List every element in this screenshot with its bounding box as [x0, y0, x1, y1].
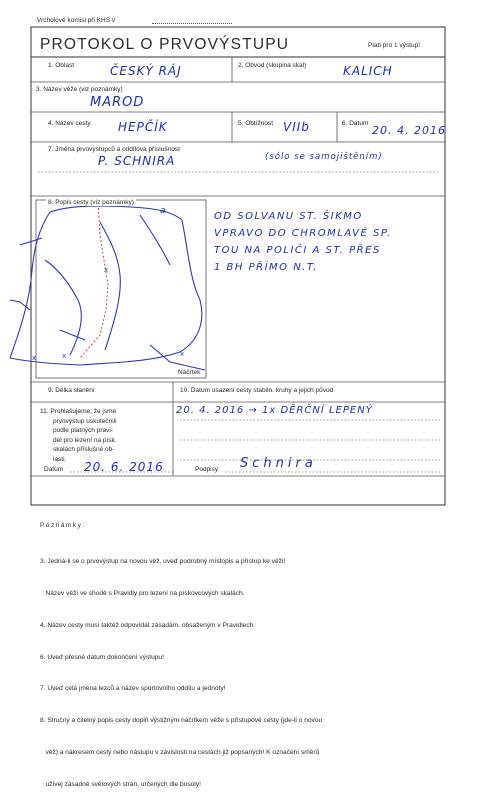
declaration-line-3: podle platných pravi- — [53, 427, 113, 434]
route-line-1: OD SOLVANU ST. ŠIKMO — [214, 211, 363, 222]
label-osazeni: 10. Datum osazení cesty stabiln. kruhy a jejich původ — [180, 387, 334, 394]
note-item: 3. Jedná-li se o prvovýstup na novou věž, uveď podrobný místopis a přístup ke věži! — [40, 558, 286, 566]
notes-heading: Poznámky: — [40, 522, 86, 529]
note-item: Název věží ve shodě s Pravidly pro lezení na pískovcových skalách. — [40, 589, 245, 597]
label-obvod: 2. Obvod (skupina skal) — [238, 62, 307, 69]
value-datum: 20. 4. 2016 — [372, 124, 446, 137]
declaration-line-1: 11. Prohlašujeme, že jsme — [40, 408, 117, 415]
route-description — [214, 208, 392, 276]
label-oblast: 1. Oblast — [48, 62, 75, 69]
label-nazev-cesty: 4. Název cesty — [48, 120, 91, 127]
note-item: věž) a nákresem cesty nebo nástupu v závislosti na cestách již popsaných! K označení směrů — [40, 748, 320, 756]
value-podpisy: Schnira — [240, 456, 317, 471]
value-jmena: P. SCHNIRA — [98, 154, 176, 168]
value-jmena-note: (sólo se samojištěním) — [265, 152, 383, 162]
label-obtiznost: 5. Obtížnost — [238, 120, 274, 127]
note-item: 6. Uveď přesné datum dokončení výstupu! — [40, 653, 164, 661]
value-nazev-veze: MAROD — [90, 95, 145, 110]
value-nazev-cesty: HEPČÍK — [118, 120, 168, 134]
svg-text:x: x — [180, 350, 185, 358]
route-line-2: VPRAVO DO CHROMLAVÉ SP. — [214, 228, 392, 239]
svg-text:x: x — [62, 352, 67, 360]
declaration-line-6: lasti. — [53, 455, 67, 463]
value-osazeni: 20. 4. 2016 → 1x DĚRČNÍ LEPENÝ — [176, 405, 373, 416]
route-line-4: 1 BH PŘÍMO N.T. — [214, 262, 318, 273]
value-obtiznost: VIIb — [283, 120, 310, 134]
header-top-dots — [152, 23, 232, 24]
label-delka: 9. Délka slanění — [48, 387, 95, 394]
note-item: 7. Uveď celá jména lezců a název sportovního oddílu a jednoty! — [40, 685, 226, 693]
value-datum-podpis: 20. 6. 2016 — [84, 460, 164, 474]
label-datum-podpis: Datum — [44, 466, 64, 473]
svg-text:x: x — [32, 354, 37, 362]
label-nazev-veze: 3. Název věže (viz poznámky) — [36, 86, 123, 93]
value-obvod: KALICH — [343, 64, 393, 78]
svg-text:x: x — [104, 266, 109, 274]
declaration-line-2: prvovýstup uskutečnili — [53, 417, 117, 425]
note-item: 8. Stručný a čitelný popis cesty doplň výstižným náčrtkem věže s přístupové cesty (jde-li o novou — [40, 717, 323, 725]
sketch-mark: a — [160, 206, 167, 216]
declaration — [40, 407, 117, 464]
page-title: PROTOKOL O PRVOVÝSTUPU — [40, 36, 290, 53]
declaration-line-4: del pro lezení na písk. — [53, 436, 117, 444]
label-sketch: Náčrtek — [178, 369, 201, 376]
notes-list — [40, 536, 322, 801]
route-line-3: TOU NA POLIČI A ST. PŘES — [214, 245, 381, 256]
header-top-text: Vrcholové komisi při KHS v — [37, 17, 116, 24]
route-line — [80, 200, 108, 358]
label-datum: 6. Datum — [342, 120, 369, 127]
value-oblast: ČESKÝ RÁJ — [110, 64, 182, 78]
label-podpisy: Podpisy — [195, 466, 219, 473]
label-jmena: 7. Jména prvovýstupců a oddílová příslušnost — [48, 146, 180, 153]
note-item: užívej zásadně světových stran, určených dle busoly! — [40, 780, 201, 788]
declaration-line-5: skalách příslušné ob- — [53, 446, 115, 453]
label-popis: 8. Popis cesty (viz poznámky) — [48, 199, 134, 206]
valid-note: Platí pro 1 výstup! — [368, 42, 421, 49]
note-item: 4. Název cesty musí taktéž odpovídat zásadám, obsaženým v Pravidlech. — [40, 621, 256, 629]
